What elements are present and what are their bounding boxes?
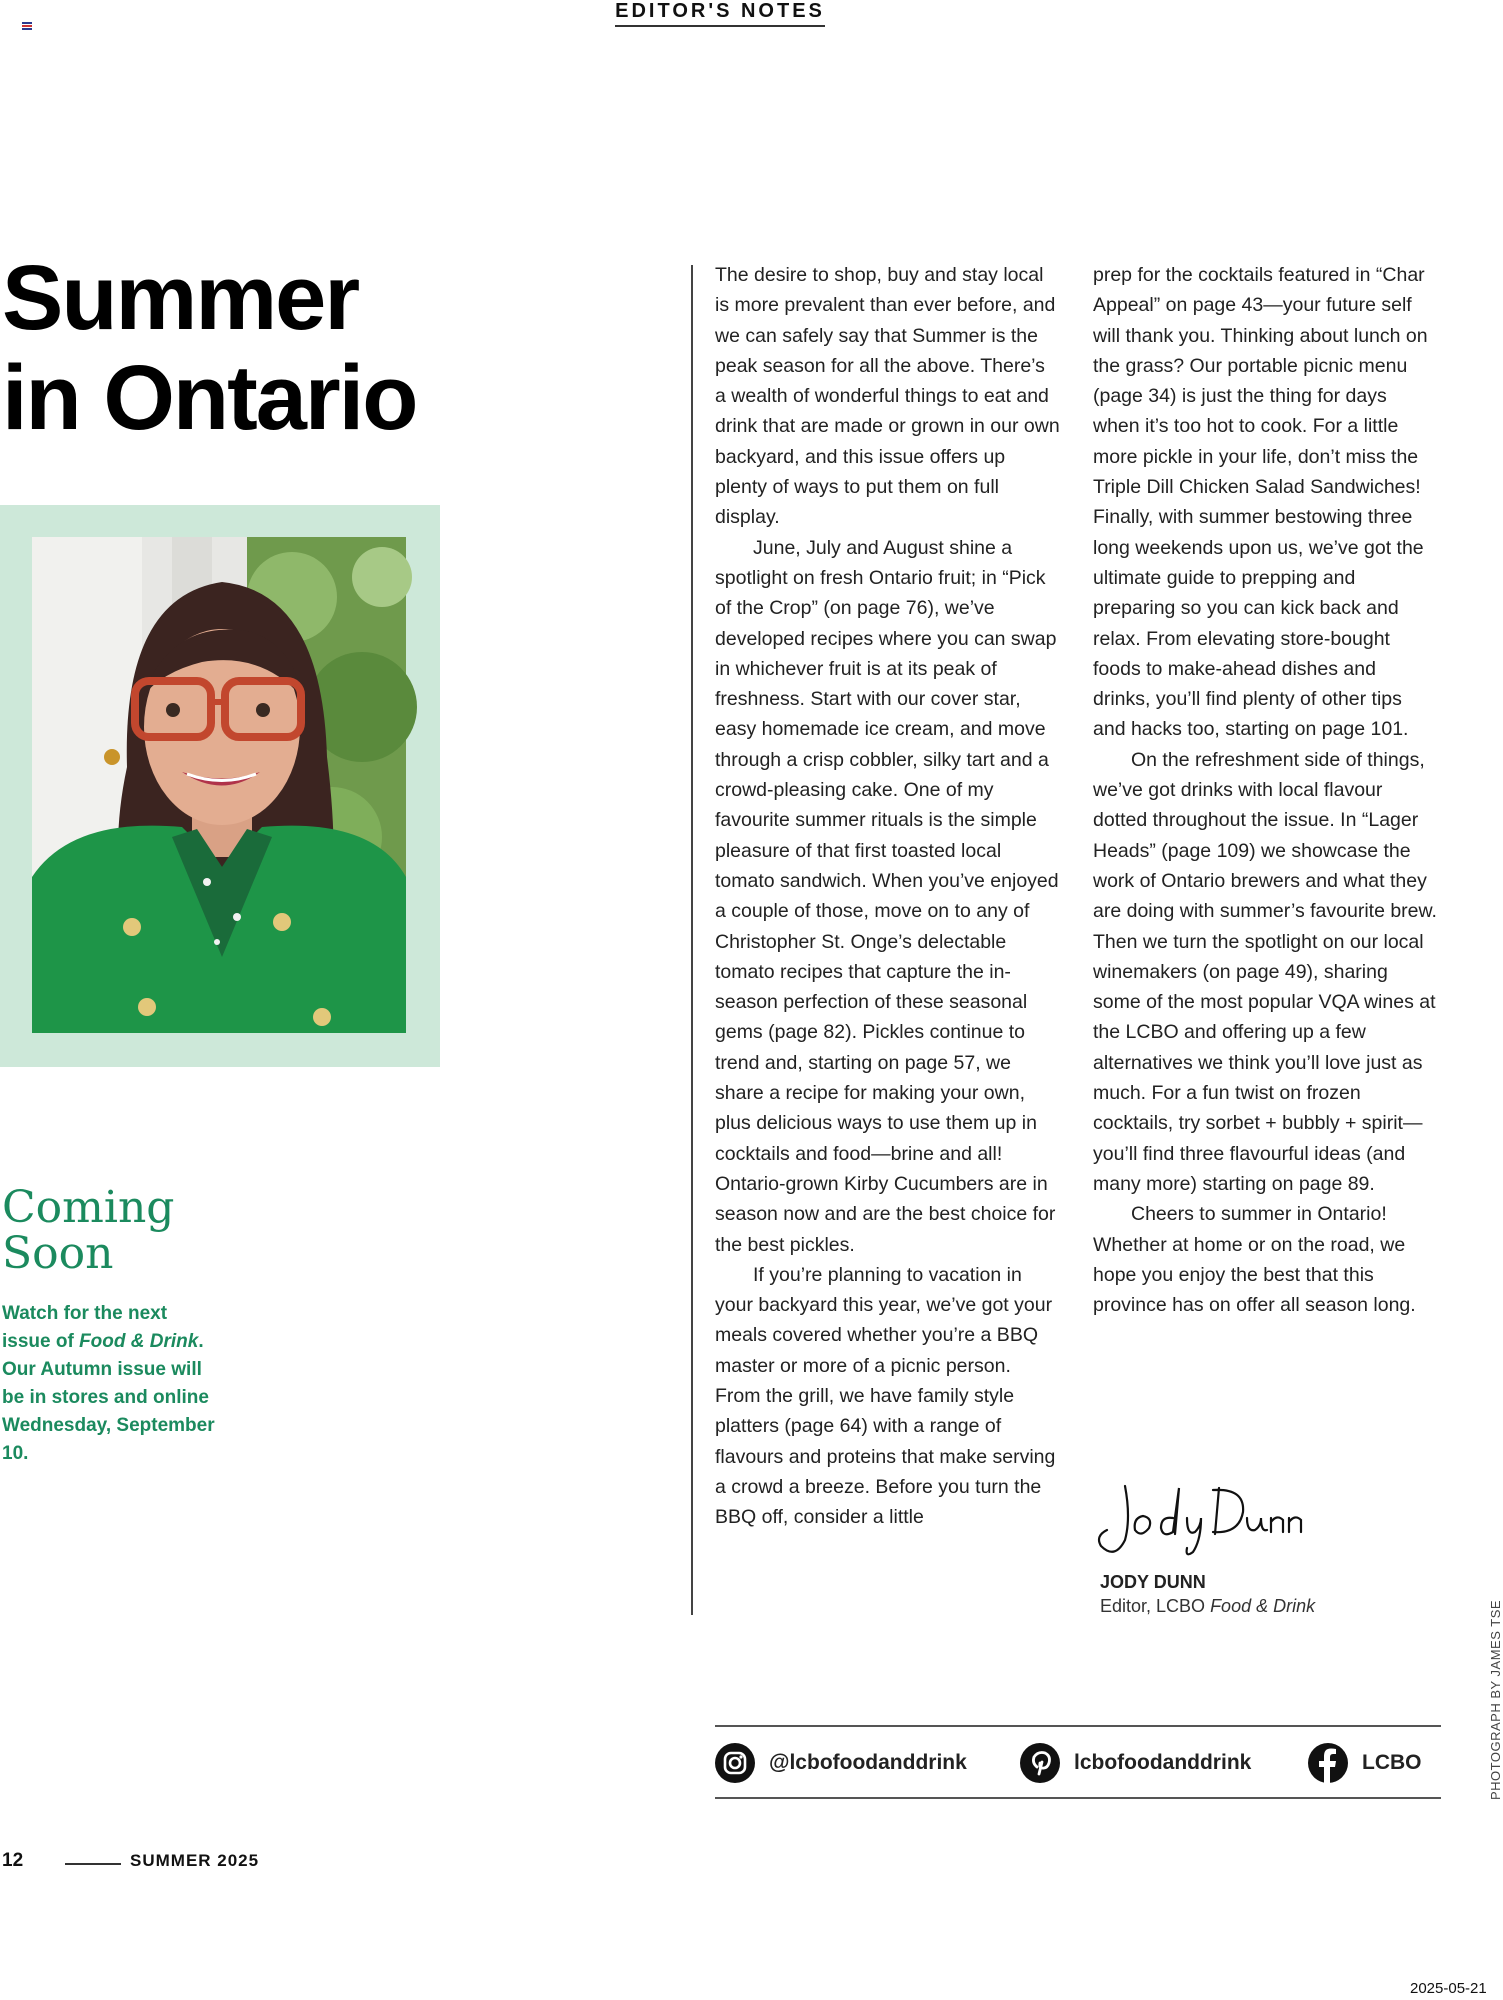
coming-soon-title (2, 1182, 175, 1279)
column-rule (691, 265, 693, 1615)
instagram-link[interactable] (715, 1742, 967, 1784)
coming-text-magazine-name: Food & Drink (79, 1331, 199, 1352)
title-line-1: Summer (2, 247, 359, 349)
editor-title-magazine: Food & Drink (1210, 1596, 1316, 1616)
facebook-link[interactable] (1308, 1742, 1422, 1784)
coming-soon-text (2, 1300, 217, 1468)
paragraph: If you’re planning to vacation in your backyard this year, we’ve got your meals covered whether you’re a BBQ master or more of a picnic person. From the grill, we have family style platters (page 64) with a range of flavours and proteins that make serving a crowd a breeze. Before you turn the BBQ off, consider a little (715, 1263, 1056, 1529)
issue-label: SUMMER 2025 (130, 1851, 260, 1870)
date-stamp: 2025-05-21 (1410, 1980, 1487, 1997)
footer-rule (65, 1863, 121, 1865)
paragraph: Cheers to summer in Ontario! Whether at home or on the road, we hope you enjoy the best that this province has on offer all season long. (1093, 1203, 1416, 1317)
title-line-2: in Ontario (2, 347, 417, 449)
pinterest-handle: lcbofoodanddrink (1074, 1751, 1252, 1774)
facebook-handle: LCBO (1362, 1751, 1422, 1774)
editor-title-prefix: Editor, LCBO (1100, 1596, 1211, 1616)
editor-name: JODY DUNN (1100, 1572, 1206, 1592)
coming-title-line-1: Coming (2, 1182, 175, 1233)
section-header (0, 0, 1440, 27)
editor-title (1100, 1596, 1315, 1617)
facebook-icon (1308, 1743, 1348, 1783)
instagram-icon (715, 1743, 755, 1783)
coming-text-part-2: . Our Autumn issue will be in stores and online Wednesday, September 10. (2, 1331, 215, 1464)
photo-credit: PHOTOGRAPH BY JAMES TSE (1488, 1599, 1503, 1800)
article-column-1 (715, 260, 1060, 1532)
article-title (2, 248, 416, 448)
page-number: 12 (2, 1850, 24, 1871)
pinterest-icon (1020, 1743, 1060, 1783)
pinterest-link[interactable] (1020, 1742, 1251, 1784)
signature-handwriting (1095, 1478, 1305, 1558)
editor-portrait (32, 537, 406, 1033)
paragraph: prep for the cocktails featured in “Char Appeal” on page 43—your future self will thank you. Thinking about lunch on the grass? Our portable picnic menu (page 34) is just the thing for days when it’s too hot to cook. For a little more pickle in your life, don’t miss the Triple Dill Chicken Salad Sandwiches! Finally, with summer bestowing three long weekends upon us, we’ve got the ultimate guide to prepping and preparing so you can kick back and relax. From elevating store-bought foods to make-ahead dishes and drinks, you’ll find plenty of other tips and hacks too, starting on page 101. (1093, 264, 1428, 741)
coming-title-line-2: Soon (2, 1228, 114, 1279)
article-column-2 (1093, 260, 1438, 1320)
section-label: EDITOR'S NOTES (615, 0, 825, 27)
paragraph: On the refreshment side of things, we’ve got drinks with local flavour dotted throughout the issue. In “Lager Heads” (page 109) we showcase the work of Ontario brewers and what they are doing with summer’s favourite brew. Then we turn the spotlight on our local winemakers (on page 49), sharing some of the most popular VQA wines at the LCBO and offering up a few alternatives we think you’ll love just as much. For a fun twist on frozen cocktails, try sorbet + bubbly + spirit—you’ll find three flavourful ideas (and many more) starting on page 89. (1093, 748, 1437, 1195)
paragraph: June, July and August shine a spotlight on fresh Ontario fruit; in “Pick of the Crop” (on page 76), we’ve developed recipes where you can swap in whichever fruit is at its peak of freshness. Start with our cover star, easy homemade ice cream, and move through a crisp cobbler, silky tart and a crowd-pleasing cake. One of my favourite summer rituals is the simple pleasure of that first toasted local tomato sandwich. When you’ve enjoyed a couple of those, move on to any of Christopher St. Onge’s delectable tomato recipes that capture the in-season perfection of these seasonal gems (page 82). Pickles continue to trend and, starting on page 57, we share a recipe for making your own, plus delicious ways to use them up in cocktails and food—brine and all! Ontario-grown Kirby Cucumbers are in season now and are the best choice for the best pickles. (715, 536, 1059, 1256)
social-divider-top (715, 1725, 1441, 1727)
instagram-handle: @lcbofoodanddrink (769, 1751, 967, 1774)
paragraph: The desire to shop, buy and stay local is more prevalent than ever before, and we can safely say that Summer is the peak season for all the above. There’s a wealth of wonderful things to eat and drink that are made or grown in our own backyard, and this issue offers up plenty of ways to put them on full display. (715, 264, 1060, 529)
coming-text-part-1: Watch for the next issue of (2, 1303, 168, 1352)
social-divider-bottom (715, 1797, 1441, 1799)
